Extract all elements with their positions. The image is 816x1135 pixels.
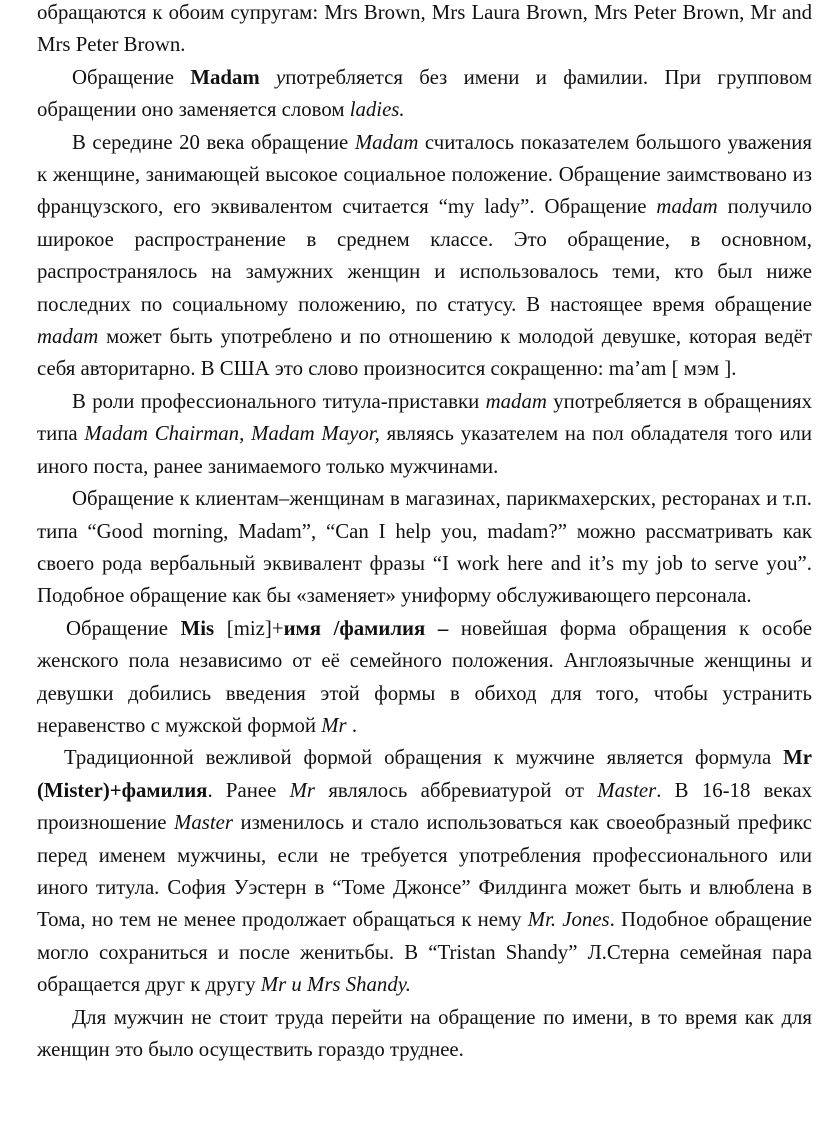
bold-term: Madam — [190, 65, 260, 89]
text-run: . Ранее — [207, 778, 290, 802]
italic-term: madam — [656, 195, 718, 219]
text-run: являясь указателем на пол обладателя того или иного поста, ранее занимаемого только мужчинами. — [37, 422, 812, 478]
text-run: являлось аббревиатурой от — [315, 778, 598, 802]
text-run: изменилось и стало использоваться как своеобразный префикс перед именем мужчины, если не требуется употребления профессионального или иного титула. София Уэстерн в “Томе Джонсе” Филдинга может быть и влюблена в Тома, но тем не менее продолжает обращаться к нему — [37, 811, 812, 932]
bold-term: Mr (Mister)+фамилия — [37, 746, 812, 802]
italic-term: Madam — [354, 130, 419, 154]
paragraph-madam-history — [37, 127, 812, 386]
paragraph-continuation — [37, 0, 812, 62]
text-run: Обращение — [72, 65, 191, 89]
text-run: обращаются к обоим супругам: Mrs Brown, Mrs Laura Brown, Mrs Peter Brown, Mr and Mrs Peter Brown. — [37, 1, 812, 57]
text-run: новейшая форма обращения к особе женского пола независимо от её семейного положения. Англоязычные женщины и девушки добились введения этой формы в обиход для того, чтобы устранить неравенство с мужской формой — [37, 616, 812, 737]
paragraph-mister-form — [37, 742, 812, 1001]
paragraph-first-names — [37, 1002, 812, 1067]
text-run: Традиционной вежливой формой обращения к мужчине является формула — [64, 746, 784, 770]
text-run: Обращение к клиентам–женщинам в магазинах, парикмахерских, ресторанах и т.п. типа “Good morning, Madam”, “Can I help you, madam?” можно рассматривать как своего рода вербальный эквивалент фразы “I work here and it’s my job to serve you”. Подобное обращение как бы «заменяет» униформу обслуживающего персонала. — [37, 487, 812, 608]
text-run: потребляется без имени и фамилии. При групповом обращении оно заменяется словом — [37, 65, 812, 122]
text-run: считалось показателем большого уважения к женщине, занимающей высокое социальное положение. Обращение заимствовано из французского, его эквивалентом считается “my lady”. Обращение — [37, 130, 812, 219]
bold-term: Mis — [180, 616, 215, 640]
italic-term: ladies. — [349, 98, 405, 122]
italic-term: madam — [485, 389, 547, 413]
italic-term: Master — [174, 811, 233, 835]
text-run: В роли профессионального титула-приставки — [72, 389, 486, 413]
bold-term: имя /фамилия – — [283, 616, 449, 640]
text-run: [miz]+ — [214, 616, 284, 640]
text-run: употребляется в обращениях типа — [37, 389, 813, 446]
paragraph-mis-form — [37, 613, 812, 743]
italic-term: Mr. Jones — [527, 908, 610, 932]
paragraph-madam-usage — [37, 62, 812, 127]
italic-term: Mr и Mrs Shandy. — [260, 973, 411, 997]
italic-term: у — [259, 65, 286, 89]
text-run: получило широкое распространение в среднем классе. Это обращение, в основном, распространялось на замужних женщин и использовалось теми, кто был ниже последних по социальному положению, по статусу. В настоящее время обращение — [37, 195, 812, 316]
text-run: может быть употреблено и по отношению к молодой девушке, которая ведёт себя авторитарно. В США это слово произносится сокращенно: ma’am [ мэм ]. — [37, 325, 812, 381]
italic-term: Mr — [321, 713, 347, 737]
italic-term: Mr — [289, 778, 316, 802]
italic-term: Madam Chairman, Madam Mayor, — [84, 422, 380, 446]
text-run: . — [346, 713, 358, 737]
text-run: В середине 20 века обращение — [72, 130, 355, 154]
italic-term: madam — [37, 325, 99, 349]
paragraph-madam-title — [37, 386, 812, 483]
paragraph-shop-greeting — [37, 483, 812, 613]
italic-term: Master — [597, 778, 657, 802]
text-run: . В 16-18 веках произношение — [37, 778, 812, 835]
text-run: . Подобное обращение могло сохраниться и после женитьбы. В “Tristan Shandy” Л.Стерна семейная пара обращается друг к другу — [37, 908, 812, 997]
text-run: Для мужчин не стоит труда перейти на обращение по имени, в то время как для женщин это было осуществить гораздо труднее. — [37, 1005, 812, 1061]
text-run: Обращение — [66, 616, 181, 640]
